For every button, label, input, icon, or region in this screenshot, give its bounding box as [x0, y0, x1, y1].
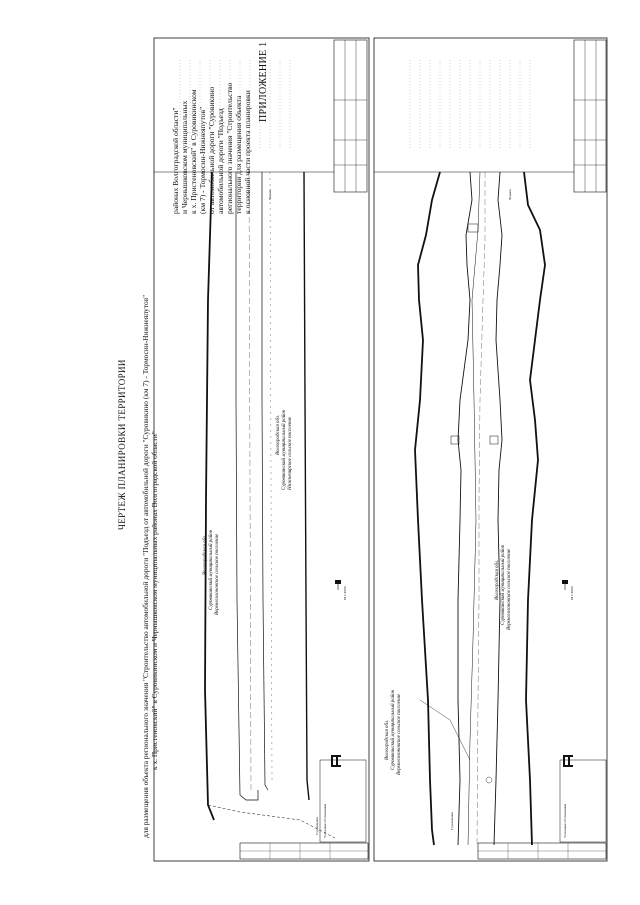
appendix-line-2: территории для размещения объекта	[234, 95, 243, 214]
sheet-2-label-1-district: Суровикинский муниципальный район	[391, 689, 396, 770]
sheet-1-label-1-region: Волгоградская обл.	[203, 534, 208, 575]
appendix-line-7: к х. Пристеновский" в Суровикинском	[189, 89, 198, 214]
sheet-1-data-table	[180, 60, 290, 150]
appendix-title: ПРИЛОЖЕНИЕ 1	[258, 41, 269, 122]
plan-subtitle-line-2: к х. Пристеновский" в Суровикинском и Чернышковском муниципальных районах Волгоградской области"	[150, 431, 159, 770]
appendix-line-6: (км 7) - Тормосин-Нижнеяпутов"	[198, 106, 207, 214]
sheet-1-place-top: Чернов	[268, 189, 272, 200]
sheet-1-boundary-right	[304, 172, 309, 800]
sheet-1-label-1-settlement: Верхнесолоновское сельское поселение	[215, 533, 220, 615]
sheet-1-legend-label: Условные обозначения	[323, 803, 327, 838]
appendix-line-8: и Чернышковском муниципальных	[180, 100, 189, 214]
sheet-2-title-block	[574, 40, 606, 192]
sheet-1-place-bottom: Суровикино	[315, 816, 319, 835]
appendix-line-1: к основной части проекта планировки	[243, 90, 252, 214]
plan-subtitle-line-1: для размещения объекта регионального значения "Строительство автомобильной дороги "Подъезд от автомобильной дороги "Суровикино (км 7) - Тормосин-Нижнеяпутов"	[141, 294, 150, 838]
sheet-1	[154, 38, 369, 861]
appendix-line-3: регионального значения "Строительство	[225, 82, 234, 214]
sheet-2-north-arrow	[562, 580, 568, 584]
sheet-2-label-2-region: Волгоградская обл.	[495, 559, 500, 600]
sheet-1-north-arrow	[335, 580, 341, 584]
sheet-2-scale-mark: М 1:1000	[570, 586, 574, 600]
sheet-1-frame	[154, 38, 369, 861]
appendix-line-4: автомобильной дороги "Подъезд	[216, 108, 225, 214]
sheet-2-label-2-district: Суровикинский муниципальный район	[501, 544, 506, 625]
sheet-2-label-2-settlement: Верхнесолоновское сельское поселение	[507, 548, 512, 630]
sheet-2	[374, 38, 607, 861]
sheet-1-title-block	[334, 40, 367, 192]
sheet-2-boundary-left	[415, 172, 440, 845]
sheet-2-place-top: Чернов	[508, 189, 512, 200]
sheet-2-boundary-right	[524, 172, 545, 845]
appendix-line-5: от автомобильной дороги "Суровикино	[207, 86, 216, 214]
sheet-2-place-bottom: Суровикино	[450, 811, 454, 830]
sheet-1-boundary-left	[205, 172, 214, 820]
sheet-2-frame	[374, 38, 607, 861]
sheet-1-scale-mark: М 1:1000	[343, 586, 347, 600]
sheet-1-label-2-settlement: Нижнечирское сельское поселение	[288, 416, 293, 490]
sheet-1-label-2-region: Волгоградская обл.	[276, 414, 281, 455]
sheet-2-label-1-settlement: Верхнесолоновское сельское поселение	[397, 693, 402, 775]
appendix-line-9: районах Волгоградской области"	[171, 107, 180, 214]
sheet-2-label-1-region: Волгоградская обл.	[385, 719, 390, 760]
sheet-2-data-table	[410, 60, 530, 150]
plan-title: ЧЕРТЕЖ ПЛАНИРОВКИ ТЕРРИТОРИИ	[117, 359, 127, 530]
sheet-1-label-2-district: Суровикинский муниципальный район	[282, 409, 287, 490]
sheet-2-legend-label: Условные обозначения	[563, 803, 567, 838]
sheet-1-label-1-district: Суровикинский муниципальный район	[209, 529, 214, 610]
